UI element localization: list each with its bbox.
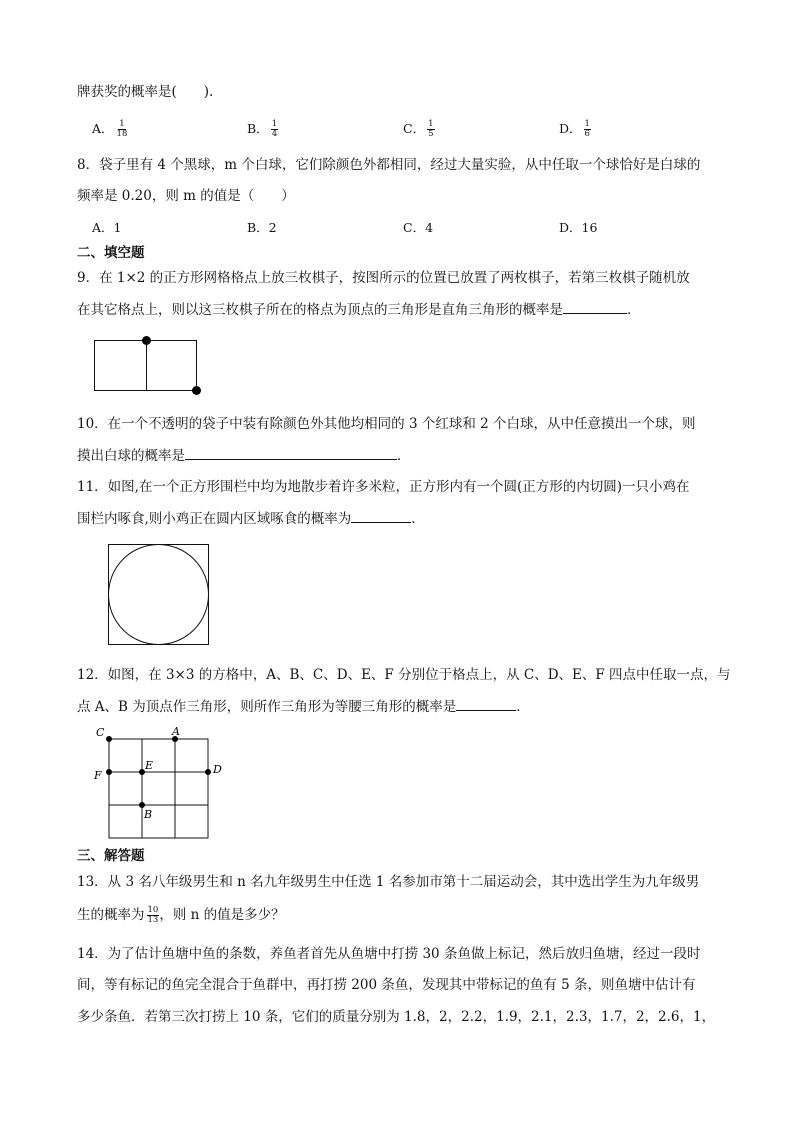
q8-line1: 8．袋子里有 4 个黑球，m 个白球，它们除颜色外都相同，经过大量实验，从中任取一个球恰好是白球的 [77,157,701,173]
q11-line1: 11．如图,在一个正方形围栏中均为地散步着许多米粒，正方形内有一个圆(正方形的内切圆)一只小鸡在 [77,479,690,495]
q9-line2: 在其它格点上，则以这三枚棋子所在的格点为顶点的三角形是直角三角形的概率是 ． [77,302,641,318]
q10-line1: 10．在一个不透明的袋子中装有除颜色外其他均相同的 3 个红球和 2 个白球，从中任意摸出一个球，则 [77,416,696,432]
point-c [106,736,112,742]
section-heading-fill-in: 二、填空题 [77,245,145,261]
q8-line2: 频率是 0.20，则 m 的值是（ ） [77,188,295,204]
chess-piece [142,336,151,345]
q7-option-b: B． $\frac{1}{4}$ [247,119,278,139]
label-b: B [144,808,153,821]
label-c: C [96,726,105,739]
q8-option-a: A．1 [92,220,122,235]
answer-blank [185,447,397,460]
q9-line1: 9．在 1×2 的正方形网格格点上放三枚棋子，按图所示的位置已放置了两枚棋子，若第三枚棋子随机放 [77,270,690,286]
q9-grid-figure [94,337,200,395]
q8-option-c: C．4 [403,220,434,235]
label-e: E [145,759,154,772]
q8-option-b: B．2 [247,220,277,235]
point-d [205,769,211,775]
q8-option-d: D．16 [559,220,598,235]
q13-line1: 13．从 3 名八年级男生和 n 名九年级男生中任选 1 名参加市第十二届运动会，其中选出学生为九年级男 [77,874,700,890]
q14-line3: 多少条鱼．若第三次打捞上 10 条，它们的质量分别为 1.8，2，2.2，1.9，2.1，2.3，1.7，2，2.6，1， [77,1009,716,1025]
grid-outline [109,739,208,838]
q12-line2: 点 A、B 为顶点作三角形，则所作三角形为等腰三角形的概率是 ． [77,699,530,715]
label-d: D [213,763,222,776]
label-f: F [94,769,102,782]
chess-piece [192,386,201,395]
answer-blank [563,301,627,314]
q7-option-d: D． $\frac{1}{6}$ [559,119,590,139]
q12-grid-figure [90,724,225,844]
answer-blank [351,510,411,523]
q7-option-c: C． $\frac{1}{5}$ [403,119,434,139]
q10-line2: 摸出白球的概率是 ． [77,448,411,464]
label-a: A [172,725,180,738]
q7-text: 牌获奖的概率是( ). [77,84,214,100]
inscribed-circle [109,545,209,645]
q11-square-circle-figure [108,544,212,648]
answer-blank [456,698,516,711]
q11-line2: 围栏内啄食,则小鸡正在圆内区域啄食的概率为 ． [77,511,425,527]
q13-line2: 生的概率为 $\frac{10}{13}$ ，则 n 的值是多少？ [77,905,285,925]
section-heading-solutions: 三、解答题 [77,848,145,864]
q14-line1: 14．为了估计鱼塘中鱼的条数，养鱼者首先从鱼塘中打捞 30 条鱼做上标记，然后放归鱼塘，经过一段时 [77,946,701,962]
q7-option-a: A． $\frac{1}{18}$ [92,119,128,139]
q14-line2: 间，等有标记的鱼完全混合于鱼群中，再打捞 200 条鱼，发现其中带标记的鱼有 5 条，则鱼塘中估计有 [77,977,696,993]
point-f [106,769,112,775]
square-fence [109,545,209,645]
grid-outline [95,341,197,391]
q12-line1: 12．如图，在 3×3 的方格中，A、B、C、D、E、F 分别位于格点上，从 C、D、E、F 四点中任取一点，与 [77,667,731,683]
